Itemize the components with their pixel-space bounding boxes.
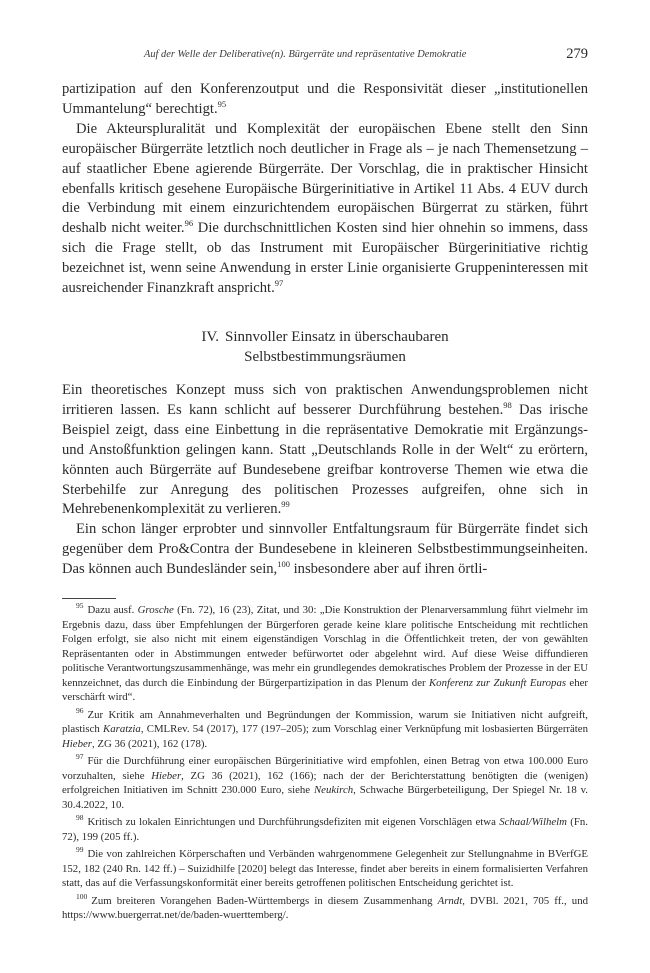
footnote-number: 98 [76,813,84,823]
section-title-line-1: Sinnvoller Einsatz in überschaubaren [224,328,449,345]
section-title-line-2: Selbstbestimmungsräumen [244,348,406,365]
running-title: Auf der Welle der Deliberative(n). Bürgerräte und repräsentative Demokratie [144,49,467,60]
footnote-text: Für die Durchführung einer europäischen Bürgerinitiative wird empfohlen, einen Betrag von etwa 100.000 Euro vorzuhalten, siehe [62,755,588,782]
footnote-text: Dazu ausf. [87,604,138,617]
footnote-ref-95[interactable]: 95 [217,99,227,110]
footnote-number: 95 [76,601,84,611]
paragraph-4-text-b: insbesondere aber auf ihren örtli- [289,561,488,578]
footnote-text: Die von zahlreichen Körperschaften und Verbänden wahrgenommene Gelegenheit zur Stellungnahme in BVerfGE 152, 182 (240 Rn. 142 ff.) – Suizidhilfe [2020] belegt das Interesse, findet aber bereits in einem formalisierten Verfahren statt, das auf die Verfassungskonformität einer bereits getroffenen politischen Entscheidung gerichtet ist. [62,848,588,890]
footnote-text: (Fn. 72), 199 (205 ff.). [62,816,588,843]
footnote-ref-99[interactable]: 99 [281,499,290,510]
footnote-ref-100[interactable]: 100 [277,559,290,570]
main-text [62,80,588,926]
footnote-99 [62,847,588,891]
footnote-number: 100 [76,891,88,901]
footnote-author: Hieber [62,737,92,750]
footnote-ref-98[interactable]: 98 [503,400,512,411]
paragraph-1-text: partizipation auf den Konferenzoutput und die Responsivität dieser „institutionellen Ummantelung“ berechtigt. [62,81,588,117]
paragraph-3-text-a: Ein theoretisches Konzept muss sich von praktischen Anwendungsproblemen nicht irritieren lassen. Es kann schlicht auf besserer Durchführung bestehen. [62,381,588,418]
footnote-text: , Schwache Bürgerbeteiligung, Der Spiegel Nr. 18 v. 30.4.2022, 10. [62,784,588,811]
footnote-text: (Fn. 72), 16 (23), Zitat, und 30: „Die Konstruktion der Plenarversammlung führt vielmehr im Ergebnis dazu, dass über Empfehlungen der Bürgerforen gerade keine klare politische Entscheidung mit rechtlichen Folgen erfolgt, sie also nicht mit einem eigenständigen Vorschlag in die Öffentlichkeit treten, der von gewählten Repräsentanten oder in Abstimmungen entweder befürwortet oder abgelehnt wird. Auf diese Weise diffundieren politische Verantwortungszusammenhänge, was mehr ein grundlegendes demokratisches Problem der Prozesse in der EU kennzeichnet, das durch die Einbindung der Bürgerpartizipation in das Plenum der [62,604,588,689]
paragraph-2 [62,120,588,299]
footnote-text: , CMLRev. 54 (2017), 177 (197–205); zum Vorschlag einer Verknüpfung mit losbasierten Bürgerräten [140,723,588,736]
paragraph-4-text-a: Ein schon länger erprobter und sinnvoller Entfaltungsraum für Bürgerräte findet sich gegenüber dem Pro&Contra der Bundesebene in kleineren Selbstbestimmungseinheiten. Das können auch Bundesländer sein, [62,521,588,578]
running-head [62,46,588,66]
footnote-author: Neukirch [313,784,354,797]
footnote-98 [62,815,588,844]
paragraph-2-text-a: Die Akteurspluralität und Komplexität der europäischen Ebene stellt den Sinn europäischer Bürgerräte letztlich noch deutlicher in Frage als – je nach Themensetzung – auf staatlicher Ebene agierende Bürgerräte. Der Vorschlag, die in praktischer Hinsicht ebenfalls kritisch gesehene Europäische Bürgerinitiative in Artikel 11 Abs. 4 EUV durch die Verbindung mit einem einzurichtendem europäischen Bürgerrat zu stärken, führt deshalb nicht weiter. [62,120,588,237]
footnote-text: eher verschärft wird“. [62,676,588,704]
paragraph-2-text-b: Die durchschnittlichen Kosten sind hier ohnehin so immens, dass sich die Frage stellt, ob das Instrument mit Europäischer Bürgerinitiative richtig bezeichnet ist, wenn seine Anwendung in erster Linie organisierte Gruppeninteressen mit ausreichender Finanzkraft anspricht. [62,220,588,297]
footnote-divider [62,598,116,599]
footnote-author: Arndt [437,894,463,907]
footnote-number: 97 [76,752,84,762]
footnote-number: 96 [76,705,84,715]
footnote-author: Hieber [151,769,182,782]
footnotes [62,603,588,923]
page-number: 279 [566,46,588,62]
footnote-95 [62,603,588,705]
footnote-number: 99 [76,845,84,855]
footnote-text: Zum breiteren Vorangehen Baden-Württembergs in diesem Zusammenhang [91,894,438,907]
paragraph-3-text-b: Das irische Beispiel zeigt, dass eine Einbettung in die repräsentative Demokratie mit Ergänzungs- und Anstoßfunktion gelingen kann. Statt „Deutschlands Rolle in der Welt“ zu erörtern, könnten auch Bürgerräte auf Bundesebene greifbar kontroverse Themen wie etwa die Sterbehilfe zur Anregung des politischen Prozesses aufgreifen, ohne sich in Mehrebenenkomplexität zu verlieren. [62,401,588,518]
footnote-text: , DVBl. 2021, 705 ff., und https://www.buergerrat.net/de/baden-wuerttemberg/. [62,894,588,922]
footnote-97 [62,754,588,812]
footnote-text: , ZG 36 (2021), 162 (178). [91,737,208,750]
paragraph-4 [62,520,588,580]
footnote-ref-97[interactable]: 97 [274,278,284,289]
section-heading [62,327,588,367]
footnote-ref-96[interactable]: 96 [184,218,194,229]
footnote-text: Kritisch zu lokalen Einrichtungen und Durchführungsdefiziten mit eigenen Vorschlägen etwa [87,816,500,829]
paragraph-3 [62,381,588,520]
footnote-author: Schaal/Wilhelm [499,816,567,829]
footnote-italic-title: Konferenz zur Zukunft Europas [428,676,567,689]
footnote-author: Grosche [137,604,174,617]
footnote-100 [62,891,588,923]
footnote-author: Karatzia [103,723,141,736]
paragraph-1 [62,80,588,120]
section-number: IV. [201,328,219,345]
footnote-96 [62,705,588,752]
section-heading-line-1 [62,327,588,347]
footnote-text: , ZG 36 (2021), 162 (166); nach der der Berichterstattung benötigten die (wenigen) erfolgreichen Initiativen im Schnitt 230.000 Euro, siehe [62,769,588,797]
footnote-text: Zur Kritik am Annahmeverhalten und Begründungen der Kommission, warum sie Initiativen nicht aufgreift, plastisch [62,708,588,736]
